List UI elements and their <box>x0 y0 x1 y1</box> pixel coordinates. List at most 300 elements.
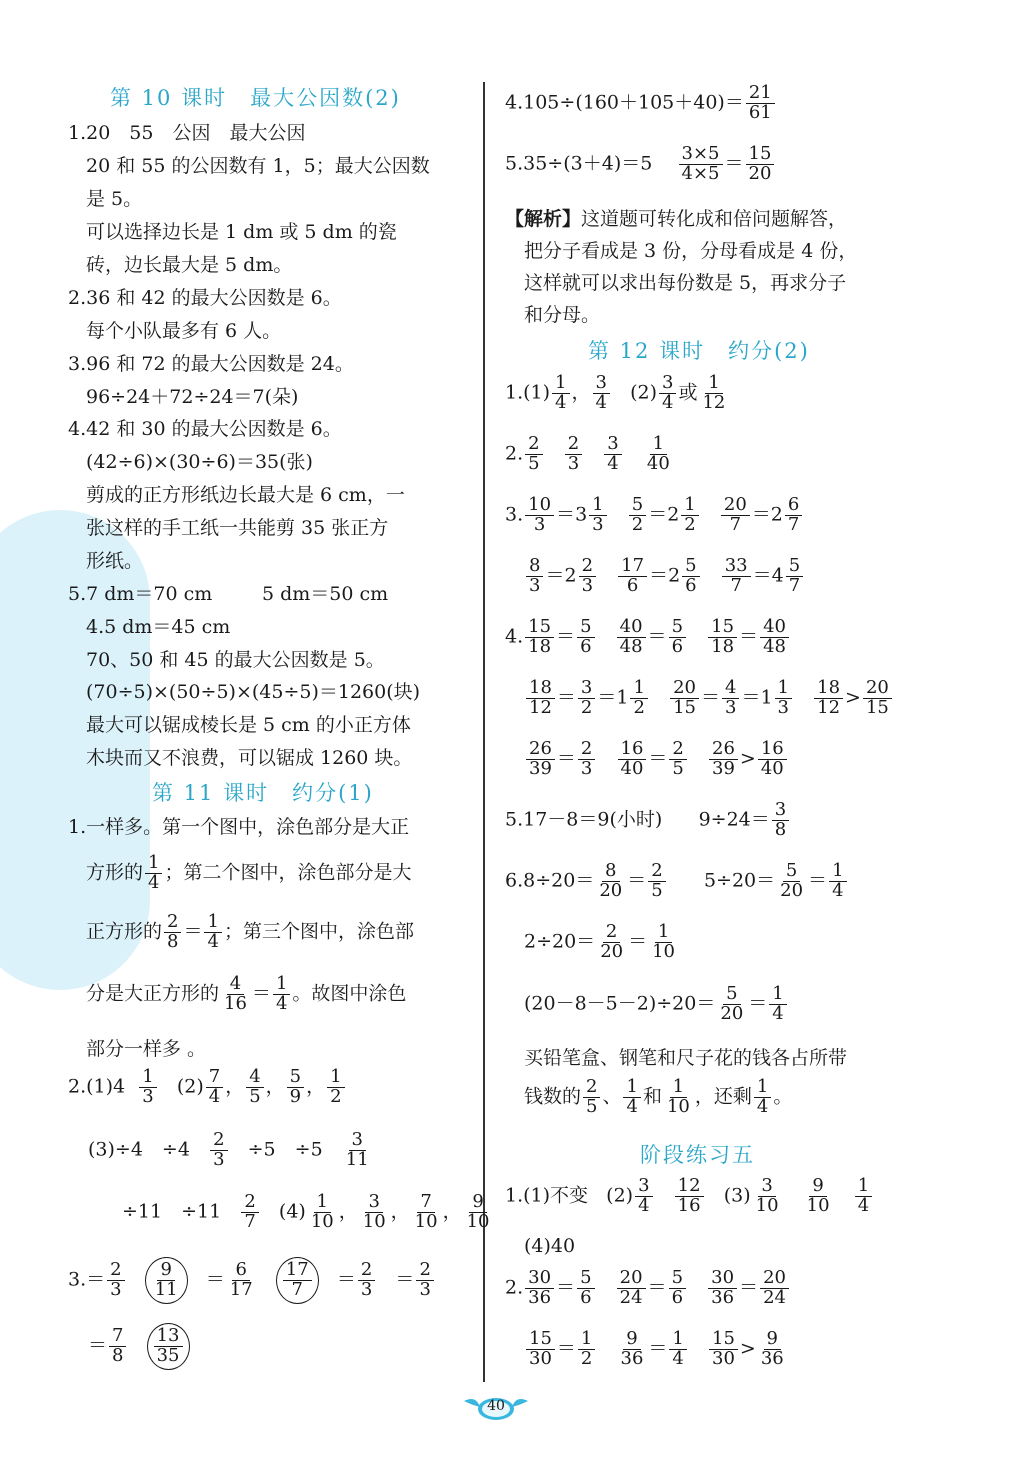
fraction <box>675 1177 704 1216</box>
denominator: 16 <box>224 992 247 1014</box>
analysis-tag: 【解析】 <box>505 208 582 230</box>
q3-line2: 96÷24＋72÷24＝7(朵) <box>86 386 299 408</box>
fraction <box>583 1078 600 1117</box>
fraction <box>855 1177 872 1216</box>
denominator: 48 <box>619 635 643 657</box>
fraction <box>283 1261 312 1300</box>
denominator: 18 <box>528 635 552 657</box>
denominator: 3 <box>592 513 604 535</box>
denominator: 3 <box>533 513 546 535</box>
numerator: 1 <box>630 679 647 699</box>
fraction <box>273 975 290 1014</box>
s3-line1: 3.＝ $\frac{2}{3}$ $\frac{9}{11}$ ＝ $\frac{6}{17}$ $\frac{17}{7}$ ＝ $\frac{2}{3}$ ＝ $\frac{2}{3}$ <box>68 1257 436 1304</box>
fraction <box>804 1177 833 1216</box>
lesson-10-title: 第 10 课时 最大公因数(2) <box>110 86 401 110</box>
q3-line1: 3.96 和 72 的最大公因数是 24。 <box>68 353 354 375</box>
numerator: 1 <box>769 985 786 1005</box>
s2-line3: ÷11 ÷11 $\frac{2}{7}$ (4) $\frac{1}{10}$ ， $\frac{3}{10}$ ， $\frac{7}{10}$ ， $\frac{9}{10}$ <box>122 1193 495 1232</box>
a5-line: 5.17－8＝9(小时) 9÷24＝ $\frac{3}{8}$ <box>505 801 791 840</box>
numerator: 1 <box>681 496 698 516</box>
s2-line2: (3)÷4 ÷4 $\frac{2}{3}$ ÷5 ÷5 $\frac{3}{11}$ <box>88 1131 374 1170</box>
fraction <box>754 1078 771 1117</box>
numerator: 17 <box>283 1261 312 1281</box>
denominator: 36 <box>711 1286 735 1308</box>
denominator: 3 <box>142 1085 154 1107</box>
q2-line1: 2.36 和 42 的最大公因数是 6。 <box>68 287 342 309</box>
circled-answer <box>276 1257 319 1304</box>
lesson-12-title: 第 12 课时 约分(2) <box>588 339 810 363</box>
fraction <box>629 496 646 535</box>
denominator: 3 <box>360 1278 373 1300</box>
numerator: 5 <box>669 618 686 638</box>
fraction <box>579 557 596 596</box>
fraction <box>597 923 626 962</box>
denominator: 4 <box>148 871 160 893</box>
q4-line3: 剪成的正方形纸边长最大是 6 cm，一 <box>86 484 405 506</box>
numerator: 2 <box>648 862 665 882</box>
denominator: 5 <box>651 879 663 901</box>
denominator: 3 <box>777 696 789 718</box>
fraction <box>670 679 699 718</box>
numerator: 2 <box>358 1261 375 1281</box>
denominator: 4 <box>207 930 219 952</box>
fraction <box>623 1078 640 1117</box>
fraction <box>648 862 665 901</box>
fraction <box>526 740 555 779</box>
fraction <box>287 1068 304 1107</box>
denominator: 10 <box>466 1210 490 1232</box>
page-number-badge <box>462 1391 530 1425</box>
denominator: 7 <box>787 513 800 535</box>
denominator: 4 <box>555 391 567 413</box>
numerator: 26 <box>526 740 555 760</box>
denominator: 4 <box>208 1085 221 1107</box>
numerator: 15 <box>525 618 554 638</box>
fraction <box>669 1330 686 1369</box>
numerator: 4 <box>722 679 739 699</box>
denominator: 3 <box>581 574 594 596</box>
fraction <box>206 1068 223 1107</box>
b2-line2: $\frac{15}{30}$ ＝ $\frac{1}{2}$ $\frac{9}{36}$ ＝ $\frac{1}{4}$ $\frac{15}{30}$ > $\frac{9}{36}$ <box>524 1330 789 1369</box>
numerator: 8 <box>526 557 543 577</box>
denominator: 11 <box>154 1278 178 1300</box>
denominator: 20 <box>780 879 804 901</box>
fraction <box>644 435 673 474</box>
fraction <box>577 1269 594 1308</box>
denominator: 36 <box>620 1347 644 1369</box>
fraction <box>679 145 723 184</box>
denominator: 10 <box>362 1210 386 1232</box>
fraction <box>152 1261 181 1300</box>
a3-line1: 3. $\frac{10}{3}$ ＝3 $\frac{1}{3}$ $\frac{5}{2}$ ＝2 $\frac{1}{2}$ $\frac{20}{7}$ ＝2 $\frac{6}{7}$ <box>505 496 804 535</box>
fraction <box>772 801 789 840</box>
fraction <box>681 496 698 535</box>
numerator: 5 <box>577 618 594 638</box>
fraction <box>246 1068 263 1107</box>
denominator: 3 <box>529 574 541 596</box>
denominator: 12 <box>702 391 726 413</box>
numerator: 7 <box>109 1327 126 1347</box>
denominator: 40 <box>760 757 784 779</box>
denominator: 18 <box>711 635 735 657</box>
numerator: 4 <box>227 975 244 995</box>
denominator: 20 <box>600 940 624 962</box>
fraction <box>786 557 803 596</box>
denominator: 3 <box>419 1278 431 1300</box>
fraction <box>107 1261 124 1300</box>
numerator: 3 <box>659 374 676 394</box>
denominator: 7 <box>244 1210 256 1232</box>
page-number: 40 <box>487 1398 505 1414</box>
fraction <box>746 145 775 184</box>
numerator: 1 <box>314 1193 331 1213</box>
numerator: 20 <box>760 1269 789 1289</box>
denominator: 10 <box>806 1194 830 1216</box>
denominator: 5 <box>672 757 684 779</box>
denominator: 4×5 <box>681 162 720 184</box>
fraction <box>746 84 775 123</box>
numerator: 1 <box>670 1078 687 1098</box>
numerator: 2 <box>107 1261 124 1281</box>
q5-line1b: 5 dm＝50 cm <box>262 583 389 605</box>
numerator: 1 <box>327 1068 344 1088</box>
fraction <box>617 618 646 657</box>
fraction <box>758 1330 787 1369</box>
a6-line3: (20－8－5－2)÷20＝ $\frac{5}{20}$ ＝ $\frac{1}{4}$ <box>524 985 789 1024</box>
denominator: 4 <box>857 1194 870 1216</box>
s1-line2: 方形的 $\frac{1}{4}$ ；第二个图中，涂色部分是大 <box>86 852 412 893</box>
fraction <box>617 1269 646 1308</box>
analysis-line2: 把分子看成是 3 份，分母看成是 4 份， <box>524 240 858 262</box>
fraction <box>526 679 555 718</box>
numerator: 15 <box>709 1330 738 1350</box>
denominator: 11 <box>345 1148 369 1170</box>
fraction <box>630 679 647 718</box>
fraction <box>664 1078 693 1117</box>
fraction <box>717 985 746 1024</box>
denominator: 6 <box>671 635 684 657</box>
denominator: 2 <box>580 1347 593 1369</box>
numerator: 26 <box>709 740 738 760</box>
fraction <box>589 496 606 535</box>
denominator: 6 <box>671 1286 684 1308</box>
denominator: 15 <box>673 696 696 718</box>
denominator: 4 <box>662 391 674 413</box>
circled-answer <box>145 1257 188 1304</box>
q5-line5: 最大可以锯成棱长是 5 cm 的小正方体 <box>86 714 411 736</box>
denominator: 3 <box>213 1148 225 1170</box>
numerator: 20 <box>721 496 750 516</box>
fraction <box>708 618 737 657</box>
numerator: 1 <box>139 1068 156 1088</box>
fraction <box>565 435 582 474</box>
fraction <box>758 740 787 779</box>
numerator: 3 <box>365 1193 382 1213</box>
b1-line1: 1.(1)不变 (2) $\frac{3}{4}$ $\frac{12}{16}$ (3) $\frac{3}{10}$ $\frac{9}{10}$ $\frac{1}{4}$ <box>505 1177 874 1216</box>
numerator: 2 <box>241 1193 258 1213</box>
denominator: 4 <box>772 1002 784 1024</box>
denominator: 9 <box>289 1085 302 1107</box>
numerator: 1 <box>273 975 290 995</box>
q4-line4: 张这样的手工纸一共能剪 35 张正方 <box>86 517 389 539</box>
numerator: 18 <box>814 679 843 699</box>
q1-line2: 20 和 55 的公因数有 1，5；最大公因数 <box>86 155 430 177</box>
numerator: 1 <box>754 1078 771 1098</box>
numerator: 3 <box>772 801 789 821</box>
numerator: 20 <box>617 1269 646 1289</box>
numerator: 1 <box>204 913 221 933</box>
fraction <box>164 913 181 952</box>
numerator: 20 <box>670 679 699 699</box>
denominator: 2 <box>580 696 593 718</box>
fraction <box>241 1193 258 1232</box>
fraction <box>596 862 625 901</box>
numerator: 13 <box>154 1327 183 1347</box>
denominator: 4 <box>672 1347 684 1369</box>
fraction <box>659 374 676 413</box>
numerator: 9 <box>157 1261 174 1281</box>
stage-practice-title: 阶段练习五 <box>640 1143 755 1167</box>
fraction <box>635 1177 652 1216</box>
numerator: 5 <box>577 1269 594 1289</box>
denominator: 24 <box>619 1286 643 1308</box>
fraction <box>227 1261 256 1300</box>
numerator: 10 <box>525 496 554 516</box>
denominator: 24 <box>763 1286 786 1308</box>
fraction <box>669 618 686 657</box>
denominator: 20 <box>720 1002 744 1024</box>
fraction <box>221 975 250 1014</box>
q4-line2: (42÷6)×(30÷6)＝35(张) <box>86 451 313 473</box>
denominator: 35 <box>156 1344 180 1366</box>
denominator: 20 <box>748 162 772 184</box>
numerator: 9 <box>623 1330 640 1350</box>
numerator: 9 <box>764 1330 781 1350</box>
numerator: 2 <box>578 740 595 760</box>
numerator: 5 <box>723 985 740 1005</box>
numerator: 30 <box>708 1269 737 1289</box>
fraction <box>649 923 678 962</box>
q5-line1a: 5.7 dm＝70 cm <box>68 583 213 605</box>
denominator: 61 <box>748 101 772 123</box>
fraction <box>577 618 594 657</box>
q1-line4: 可以选择边长是 1 dm 或 5 dm 的瓷 <box>86 221 397 243</box>
numerator: 20 <box>863 679 892 699</box>
denominator: 48 <box>763 635 786 657</box>
numerator: 1 <box>623 1078 640 1098</box>
numerator: 5 <box>786 557 803 577</box>
numerator: 7 <box>206 1068 223 1088</box>
a4-line3: $\frac{26}{39}$ ＝ $\frac{2}{3}$ $\frac{16}{40}$ ＝ $\frac{2}{5}$ $\frac{26}{39}$ > $\frac{16}{40}$ <box>524 740 789 779</box>
fraction <box>709 1330 738 1369</box>
analysis-line3: 这样就可以求出每份数是 5，再求分子 <box>524 272 847 294</box>
denominator: 20 <box>599 879 623 901</box>
a6-line4: 买铅笔盒、钢笔和尺子花的钱各占所带 <box>524 1047 848 1069</box>
denominator: 8 <box>112 1344 124 1366</box>
numerator: 17 <box>618 557 647 577</box>
s3-line2: ＝ $\frac{7}{8}$ $\frac{13}{35}$ <box>88 1323 190 1370</box>
numerator: 3 <box>593 374 610 394</box>
numerator: 3×5 <box>679 145 723 165</box>
denominator: 30 <box>712 1347 735 1369</box>
fraction <box>210 1131 227 1170</box>
fraction <box>578 740 595 779</box>
q5-line3: 70、50 和 45 的最大公因数是 5。 <box>86 649 385 671</box>
numerator: 4 <box>246 1068 263 1088</box>
fraction <box>785 496 802 535</box>
denominator: 4 <box>626 1095 638 1117</box>
q1-line1: 1.20 55 公因 最大公因 <box>68 122 306 144</box>
r5-line: 5.35÷(3＋4)＝5 $\frac{3\times 5}{4\times 5}$ ＝ $\frac{15}{20}$ <box>505 145 776 184</box>
s2-line1: 2.(1)4 $\frac{1}{3}$ (2) $\frac{7}{4}$ ， $\frac{4}{5}$ ， $\frac{5}{9}$ ， $\frac{1}{2}$ <box>68 1068 347 1107</box>
fraction <box>593 374 610 413</box>
numerator: 2 <box>583 1078 600 1098</box>
q4-line1: 4.42 和 30 的最大公因数是 6。 <box>68 418 342 440</box>
fraction <box>464 1193 493 1232</box>
numerator: 2 <box>525 435 542 455</box>
denominator: 6 <box>685 574 697 596</box>
a1-line: 1.(1) $\frac{1}{4}$ ， $\frac{3}{4}$ (2) $\frac{3}{4}$ 或 $\frac{1}{12}$ <box>505 374 730 413</box>
denominator: 2 <box>631 513 644 535</box>
a4-line2: $\frac{18}{12}$ ＝ $\frac{3}{2}$ ＝1 $\frac{1}{2}$ $\frac{20}{15}$ ＝ $\frac{4}{3}$ ＝1 $\frac{1}{3}$ $\frac{18}{12}$ > $\frac{20}{15}$ <box>524 679 894 718</box>
numerator: 18 <box>526 679 555 699</box>
denominator: 10 <box>755 1194 779 1216</box>
a4-line1: 4. $\frac{15}{18}$ ＝ $\frac{5}{6}$ $\frac{40}{48}$ ＝ $\frac{5}{6}$ $\frac{15}{18}$ ＝ $\frac{40}{48}$ <box>505 618 791 657</box>
numerator: 2 <box>164 913 181 933</box>
denominator: 3 <box>724 696 737 718</box>
numerator: 1 <box>669 1330 686 1350</box>
fraction <box>525 1269 554 1308</box>
fraction <box>525 435 542 474</box>
denominator: 36 <box>528 1286 552 1308</box>
denominator: 4 <box>595 391 607 413</box>
numerator: 3 <box>578 679 595 699</box>
numerator: 6 <box>785 496 802 516</box>
fraction <box>753 1177 782 1216</box>
denominator: 4 <box>607 452 619 474</box>
denominator: 5 <box>528 452 540 474</box>
b2-line1: 2. $\frac{30}{36}$ ＝ $\frac{5}{6}$ $\frac{20}{24}$ ＝ $\frac{5}{6}$ $\frac{30}{36}$ ＝ $\frac{20}{24}$ <box>505 1269 791 1308</box>
denominator: 3 <box>580 757 593 779</box>
denominator: 5 <box>586 1095 598 1117</box>
numerator: 1 <box>829 862 846 882</box>
denominator: 7 <box>788 574 801 596</box>
denominator: 4 <box>832 879 844 901</box>
analysis-line1: 【解析】这道题可转化成和倍问题解答， <box>505 208 848 230</box>
fraction <box>109 1327 126 1366</box>
denominator: 40 <box>646 452 670 474</box>
denominator: 4 <box>756 1095 769 1117</box>
numerator: 1 <box>145 854 162 874</box>
numerator: 33 <box>722 557 751 577</box>
lesson-11-title: 第 11 课时 约分(1) <box>152 781 374 805</box>
b1-line2: (4)40 <box>524 1235 576 1257</box>
denominator: 5 <box>249 1085 261 1107</box>
denominator: 4 <box>275 992 288 1014</box>
denominator: 39 <box>712 757 735 779</box>
fraction <box>145 854 162 893</box>
numerator: 8 <box>602 862 619 882</box>
fraction <box>669 1269 686 1308</box>
q5-line2: 4.5 dm＝45 cm <box>86 616 231 638</box>
numerator: 3 <box>349 1131 366 1151</box>
fraction <box>814 679 843 718</box>
a3-line2: $\frac{8}{3}$ ＝2 $\frac{2}{3}$ $\frac{17}{6}$ ＝2 $\frac{5}{6}$ $\frac{33}{7}$ ＝4 $\frac{5}{7}$ <box>524 557 805 596</box>
numerator: 3 <box>635 1177 652 1197</box>
fraction <box>416 1261 433 1300</box>
numerator: 2 <box>603 923 620 943</box>
fraction <box>863 679 892 718</box>
denominator: 4 <box>638 1194 650 1216</box>
denominator: 39 <box>529 757 552 779</box>
numerator: 5 <box>669 1269 686 1289</box>
fraction <box>578 1330 595 1369</box>
numerator: 2 <box>669 740 686 760</box>
numerator: 15 <box>708 618 737 638</box>
numerator: 15 <box>746 145 775 165</box>
numerator: 5 <box>287 1068 304 1088</box>
fraction <box>721 496 750 535</box>
analysis-line4: 和分母。 <box>524 304 601 326</box>
r4-line: 4.105÷(160＋105＋40)＝ $\frac{21}{61}$ <box>505 84 777 123</box>
s1-line5: 部分一样多 。 <box>86 1038 207 1060</box>
numerator: 6 <box>232 1261 249 1281</box>
denominator: 30 <box>529 1347 552 1369</box>
denominator: 7 <box>291 1278 303 1300</box>
fraction <box>669 740 686 779</box>
denominator: 40 <box>620 757 644 779</box>
fraction <box>526 1330 555 1369</box>
fraction <box>204 913 221 952</box>
fraction <box>722 679 739 718</box>
denominator: 10 <box>414 1210 438 1232</box>
fraction <box>343 1131 372 1170</box>
a6-line5: 钱数的 $\frac{2}{5}$ 、 $\frac{1}{4}$ 和 $\frac{1}{10}$ ，还剩 $\frac{1}{4}$ 。 <box>524 1076 793 1117</box>
numerator: 2 <box>565 435 582 455</box>
numerator: 1 <box>578 1330 595 1350</box>
numerator: 2 <box>416 1261 433 1281</box>
q5-line6: 木块而又不浪费，可以锯成 1260 块。 <box>86 747 413 769</box>
denominator: 8 <box>774 818 787 840</box>
fraction <box>360 1193 389 1232</box>
denominator: 10 <box>310 1210 334 1232</box>
q5-line4: (70÷5)×(50÷5)×(45÷5)＝1260(块) <box>86 681 421 703</box>
fraction <box>604 435 621 474</box>
fraction <box>154 1327 183 1366</box>
denominator: 10 <box>666 1095 690 1117</box>
numerator: 2 <box>579 557 596 577</box>
denominator: 6 <box>626 574 639 596</box>
numerator: 16 <box>758 740 787 760</box>
numerator: 1 <box>589 496 606 516</box>
denominator: 15 <box>865 696 889 718</box>
numerator: 30 <box>525 1269 554 1289</box>
numerator: 1 <box>552 374 569 394</box>
numerator: 21 <box>746 84 775 104</box>
numerator: 1 <box>655 923 672 943</box>
fraction <box>412 1193 441 1232</box>
denominator: 6 <box>580 1286 592 1308</box>
numerator: 9 <box>469 1193 486 1213</box>
q2-line2: 每个小队最多有 6 人。 <box>86 320 282 342</box>
numerator: 1 <box>775 679 792 699</box>
fraction <box>525 618 554 657</box>
numerator: 5 <box>629 496 646 516</box>
numerator: 5 <box>783 862 800 882</box>
denominator: 12 <box>529 696 552 718</box>
denominator: 12 <box>817 696 841 718</box>
numerator: 3 <box>604 435 621 455</box>
